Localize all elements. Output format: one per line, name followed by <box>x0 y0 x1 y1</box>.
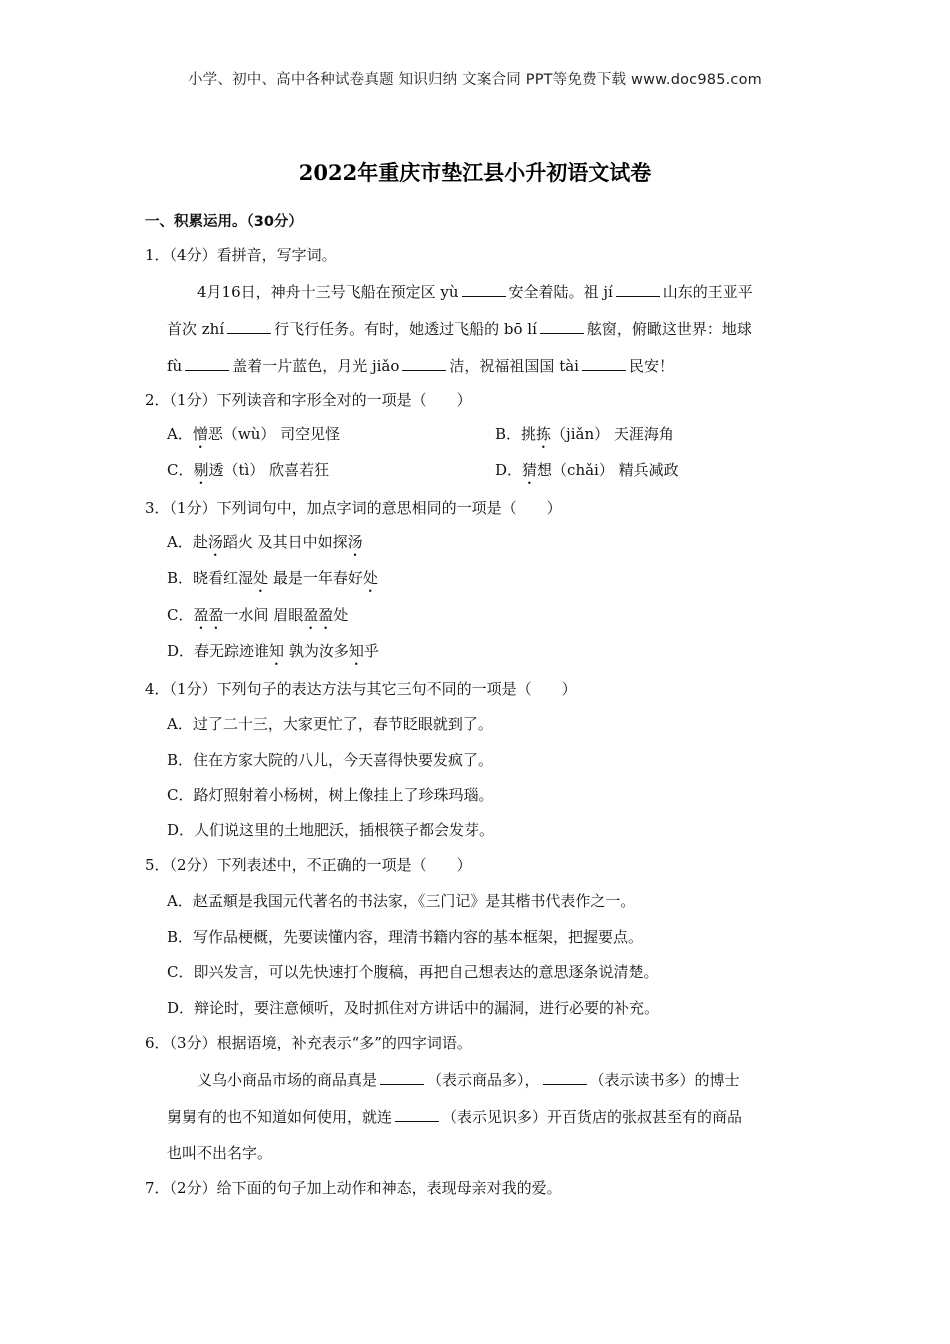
answer-blank[interactable] <box>402 356 446 371</box>
site-banner: 小学、初中、高中各种试卷真题 知识归纳 文案合同 PPT等免费下载 www.doc985.com <box>187 72 763 88</box>
question-1-stem: 1．（4分）看拼音，写字词。 <box>145 246 337 264</box>
q1-text: 首次 zhí <box>167 320 225 338</box>
option-text: A．赴 <box>167 533 208 551</box>
question-5-option-d[interactable]: D．辩论时，要注意倾听，及时抓住对方讲话中的漏洞，进行必要的补充。 <box>167 999 660 1017</box>
question-6-line-2 <box>167 1107 742 1127</box>
q1-text: 洁，祝福祖国国 tài <box>449 357 579 375</box>
option-text: C． <box>167 461 194 479</box>
q1-text: 行飞行任务。有时，她透过飞船的 bō lí <box>274 320 537 338</box>
q1-text: 民安！ <box>628 357 674 375</box>
answer-blank[interactable] <box>540 319 584 334</box>
question-3-option-a[interactable] <box>167 532 363 560</box>
question-5-option-b[interactable]: B．写作品梗概，先要读懂内容，理清书籍内容的基本框架，把握要点。 <box>167 928 644 946</box>
answer-blank[interactable] <box>395 1107 439 1122</box>
option-text: 透（tì） 欣喜若狂 <box>208 461 330 479</box>
question-5-option-c[interactable]: C．即兴发言，可以先快速打个腹稿，再把自己想表达的意思逐条说清楚。 <box>167 963 659 981</box>
answer-blank[interactable] <box>582 356 626 371</box>
q6-text: 义乌小商品市场的商品真是 <box>197 1071 378 1089</box>
question-2-option-c[interactable] <box>167 460 329 488</box>
option-text: B．晓看红湿 <box>167 569 254 587</box>
option-text: A． <box>167 425 193 443</box>
question-2-option-a[interactable] <box>167 424 340 452</box>
question-3-option-c[interactable] <box>167 605 348 633</box>
q1-text: 安全着陆。祖 jí <box>508 283 613 301</box>
answer-blank[interactable] <box>462 282 506 297</box>
exam-title: 2022年重庆市垫江县小升初语文试卷 <box>298 160 652 185</box>
emphasized-char: 剔 <box>193 461 209 479</box>
answer-blank[interactable] <box>185 356 229 371</box>
question-3-stem: 3．（1分）下列词句中，加点字词的意思相同的一项是（ ） <box>145 499 562 517</box>
question-7-stem: 7．（2分）给下面的句子加上动作和神态，表现母亲对我的爱。 <box>145 1179 562 1197</box>
question-2-option-b[interactable] <box>495 424 674 452</box>
option-text: C． <box>167 606 194 624</box>
emphasized-char: 盈盈 <box>303 606 334 624</box>
question-6-line-3: 也叫不出名字。 <box>167 1144 273 1162</box>
question-4-option-d[interactable]: D．人们说这里的土地肥沃，插根筷子都会发芽。 <box>167 821 495 839</box>
emphasized-char: 处 <box>362 569 378 587</box>
answer-blank[interactable] <box>227 319 271 334</box>
answer-blank[interactable] <box>616 282 660 297</box>
emphasized-char: 盈盈 <box>193 606 224 624</box>
question-4-option-b[interactable]: B．住在方家大院的八儿，今天喜得快要发疯了。 <box>167 751 494 769</box>
option-text: 恶（wù） 司空见怪 <box>207 425 341 443</box>
q1-text: fù <box>167 357 183 375</box>
option-text: （jiǎn） 天涯海角 <box>551 425 674 443</box>
question-3-option-d[interactable] <box>167 641 379 669</box>
answer-blank[interactable] <box>380 1070 424 1085</box>
q6-text: （表示商品多）， <box>427 1071 540 1089</box>
option-text: B．挑 <box>495 425 537 443</box>
emphasized-char: 知 <box>269 642 285 660</box>
question-1-line-1 <box>197 282 753 302</box>
emphasized-char: 知 <box>348 642 364 660</box>
question-6-line-1 <box>197 1070 740 1090</box>
question-6-stem: 6．（3分）根据语境，补充表示“多”的四字词语。 <box>145 1034 472 1052</box>
q1-text: 盖着一片蓝色，月光 jiǎo <box>232 357 400 375</box>
q1-text: 4月16日，神舟十三号飞船在预定区 yù <box>197 283 459 301</box>
emphasized-char: 处 <box>253 569 269 587</box>
question-2-stem: 2．（1分）下列读音和字形全对的一项是（ ） <box>145 391 472 409</box>
question-2-option-d[interactable] <box>495 460 679 488</box>
question-5-stem: 5．（2分）下列表述中，不正确的一项是（ ） <box>145 856 472 874</box>
emphasized-char: 憎 <box>192 425 208 443</box>
question-5-option-a[interactable]: A．赵孟頫是我国元代著名的书法家，《三门记》是其楷书代表作之一。 <box>167 892 636 910</box>
option-text: 乎 <box>363 642 379 660</box>
question-4-option-c[interactable]: C．路灯照射着小杨树，树上像挂上了珍珠玛瑙。 <box>167 786 494 804</box>
emphasized-char: 猜 <box>522 461 538 479</box>
q6-text: （表示见识多）开百货店的张叔甚至有的商品 <box>442 1108 743 1126</box>
option-text: D． <box>495 461 523 479</box>
question-1-line-2 <box>167 319 752 339</box>
answer-blank[interactable] <box>543 1070 587 1085</box>
q6-text: 舅舅有的也不知道如何使用，就连 <box>167 1108 393 1126</box>
question-4-stem: 4．（1分）下列句子的表达方法与其它三句不同的一项是（ ） <box>145 680 577 698</box>
question-4-option-a[interactable]: A．过了二十三，大家更忙了，春节眨眼就到了。 <box>167 715 493 733</box>
emphasized-char: 汤 <box>347 533 363 551</box>
option-text: 想（chǎi） 精兵减政 <box>537 461 679 479</box>
q1-text: 山东的王亚平 <box>662 283 753 301</box>
option-text: 处 <box>333 606 349 624</box>
option-text: D．春无踪迹谁 <box>167 642 270 660</box>
q6-text: （表示读书多）的博士 <box>589 1071 740 1089</box>
q1-text: 舷窗，俯瞰这世界：地球 <box>586 320 752 338</box>
option-text: 最是一年春好 <box>268 569 363 587</box>
option-text: 孰为汝多 <box>284 642 349 660</box>
option-text: 蹈火 及其日中如探 <box>222 533 348 551</box>
emphasized-char: 汤 <box>207 533 223 551</box>
section-heading-1: 一、积累运用。（30分） <box>145 214 303 230</box>
question-3-option-b[interactable] <box>167 568 378 596</box>
emphasized-char: 拣 <box>536 425 552 443</box>
option-text: 一水间 眉眼 <box>223 606 304 624</box>
question-1-line-3 <box>167 356 674 376</box>
